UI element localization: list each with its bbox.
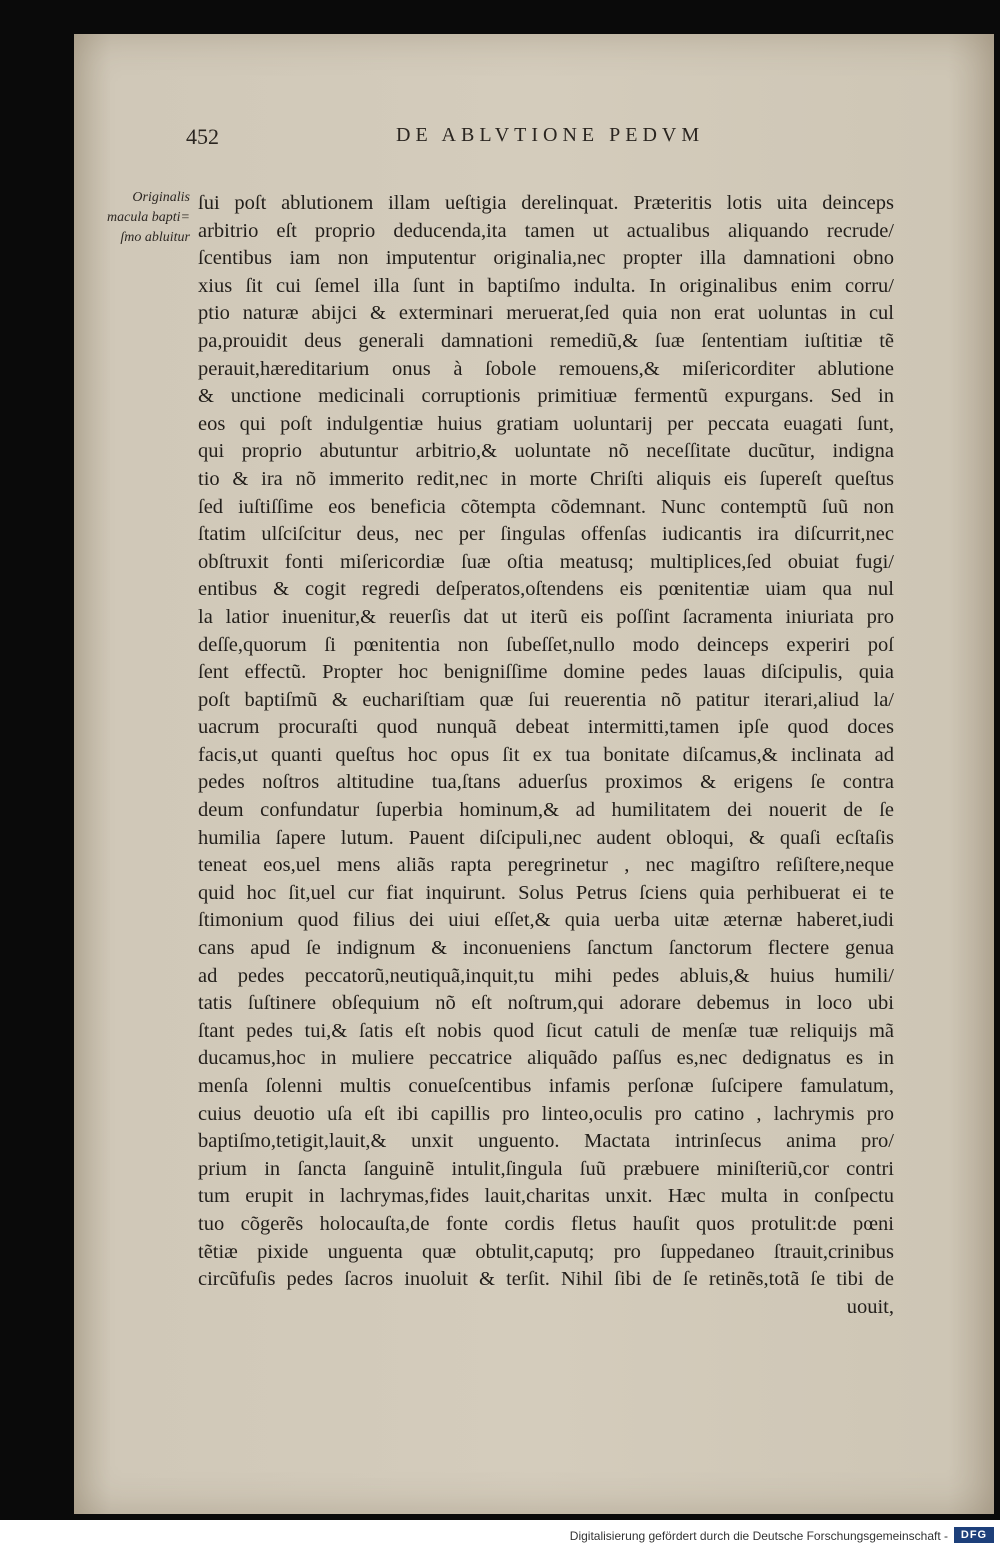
text-line: deſſe,quorum ſi pœnitentia non ſubeſſet,nullo modo deinceps experiri poſ — [198, 633, 894, 656]
text-line: tẽtiæ pixide unguenta quæ obtulit,caputq; pro ſuppedaneo ſtrauit,crinibus — [198, 1240, 894, 1263]
text-line: ſtimonium quod filius dei uiui eſſet,& quia uerba uitæ æternæ haberet,iudi — [198, 909, 894, 932]
text-line: menſa ſolenni multis conueſcentibus infamis perſonæ ſuſcipere famulatum, — [198, 1075, 894, 1097]
text-line: cans apud ſe indignum & inconueniens ſanctum ſanctorum flectere genua — [198, 937, 894, 960]
text-line: & unctione medicinali corruptionis primitiuæ fermentũ expurgans. Sed in — [198, 385, 894, 408]
page-number: 452 — [186, 124, 219, 149]
text-line: perauit,hæreditarium onus à ſobole remouens,& miſericorditer ablutione — [198, 357, 894, 380]
text-line: obſtruxit fonti miſericordiæ ſuæ oſtia meatusq; multiplices,ſed obuiat fugi/ — [198, 550, 894, 573]
text-line: entibus & cogit regredi deſperatos,oſtendens eis pœnitentiæ uiam qua nul — [198, 578, 894, 601]
text-line: tum erupit in lachrymas,fides lauit,charitas unxit. Hæc multa in conſpectu — [198, 1185, 894, 1208]
text-line: xius ſit cui ſemel illa ſunt in baptiſmo indulta. In originalibus enim corru/ — [198, 274, 894, 297]
text-line: quid hoc ſit,uel cur fiat inquirunt. Solus Petrus ſciens quia perhibuerat ei te — [198, 881, 894, 904]
text-line: pedes noſtros altitudine tua,ſtans aduerſus proximos & erigens ſe contra — [198, 771, 894, 794]
dfg-logo: DFG — [954, 1527, 994, 1543]
text-line: prium in ſancta ſanguinẽ intulit,ſingula ſuũ præbuere miniſteriũ,cor contri — [198, 1157, 894, 1180]
text-line-catchword: uouit, — [846, 1295, 894, 1318]
text-line: ſui poſt ablutionem illam ueſtigia derelinquat. Præteritis lotis uita deinceps — [198, 192, 894, 214]
text-line: pa,prouidit deus generali damnationi remediũ,& ſuæ ſententiam iuſtitiæ tẽ — [198, 329, 894, 352]
text-line: baptiſmo,tetigit,lauit,& unxit unguento. Mactata intrinſecus anima pro/ — [198, 1130, 894, 1153]
marginal-note-line: macula bapti= — [107, 210, 190, 225]
text-line: eos qui poſt indulgentiæ huius gratiam uoluntarij per peccata euagati ſunt, — [198, 412, 894, 435]
text-line: deum confundatur ſuperbia hominum,& ad humilitatem dei nouerit de ſe — [198, 799, 894, 822]
marginal-note-line: ſmo abluitur — [120, 230, 190, 245]
marginal-note-line: Originalis — [132, 190, 190, 205]
text-line: ſtant pedes tui,& ſatis eſt nobis quod ſicut catuli de menſæ tuæ reliquijs mã — [198, 1019, 894, 1042]
text-line: la latior inuenitur,& reuerſis dat ut iterũ eis poſſint ſacramenta iniuriata pro — [198, 605, 894, 628]
text-line: teneat eos,uel mens aliãs rapta peregrinetur , nec magiſtro reſiſtere,neque — [198, 854, 894, 877]
text-line: ducamus,hoc in muliere peccatrice aliquãdo paſſus es,nec dedignatus es in — [198, 1047, 894, 1070]
marginal-note — [96, 188, 190, 248]
text-line: ad pedes peccatorũ,neutiquã,inquit,tu mihi pedes abluis,& huius humili/ — [198, 964, 894, 987]
text-line: uacrum procuraſti quod nunquã debeat intermitti,tamen ipſe quod doces — [198, 716, 894, 739]
text-line: qui proprio abutuntur arbitrio,& uoluntate nõ neceſſitate ducũtur, indigna — [198, 440, 894, 463]
text-line: arbitrio eſt proprio deducenda,ita tamen ut actualibus aliquando recrude/ — [198, 219, 894, 242]
text-line: ptio naturæ abijci & exterminari meruerat,ſed quia non erat uoluntas in cul — [198, 302, 894, 325]
body-text — [198, 190, 894, 1321]
running-head-title: DE ABLVTIONE PEDVM — [396, 124, 705, 146]
text-line: ſcentibus iam non imputentur originalia,nec propter illa damnationi obno — [198, 247, 894, 270]
text-line: tuo cõgerẽs holocauſta,de fonte cordis fletus hauſit quos protulit:de pœni — [198, 1212, 894, 1235]
text-line: tio & ira nõ immerito redit,nec in morte Chriſti aliquis eis ſupereſt queſtus — [198, 467, 894, 490]
text-line: circũfuſis pedes ſacros inuoluit & terſit. Nihil ſibi de ſe retinẽs,totã ſe tibi de — [198, 1268, 894, 1291]
text-line: ſent effectũ. Propter hoc benigniſſime domine pedes lauas diſcipulis, quia — [198, 661, 894, 684]
text-line: facis,ut quanti queſtus hoc opus ſit ex tua bonitate diſcamus,& inclinata ad — [198, 743, 894, 766]
text-line: cuius deuotio uſa eſt ibi capillis pro linteo,oculis pro catino , lachrymis pro — [198, 1102, 894, 1125]
text-line: ſtatim ulſciſcitur deus, nec per ſingulas offenſas iudicantis ira diſcurrit,nec — [198, 523, 894, 546]
running-head — [186, 124, 906, 152]
text-line: ſed iuſtiſſime eos beneficia cõtempta cõdemnant. Nunc contemptũ ſuũ non — [198, 495, 894, 518]
funding-credit: Digitalisierung gefördert durch die Deutsche Forschungsgemeinschaft - — [569, 1529, 948, 1543]
text-line: humilia ſapere lutum. Pauent diſcipuli,nec audent obloqui, & quaſi ecſtaſis — [198, 826, 894, 849]
text-line: poſt baptiſmũ & euchariſtiam quæ ſui reuerentia nõ patitur iterari,aliud la/ — [198, 688, 894, 711]
footer-bar — [0, 1520, 1000, 1551]
text-line: tatis ſuſtinere obſequium nõ eſt noſtrum,qui adorare debemus in loco ubi — [198, 992, 894, 1015]
